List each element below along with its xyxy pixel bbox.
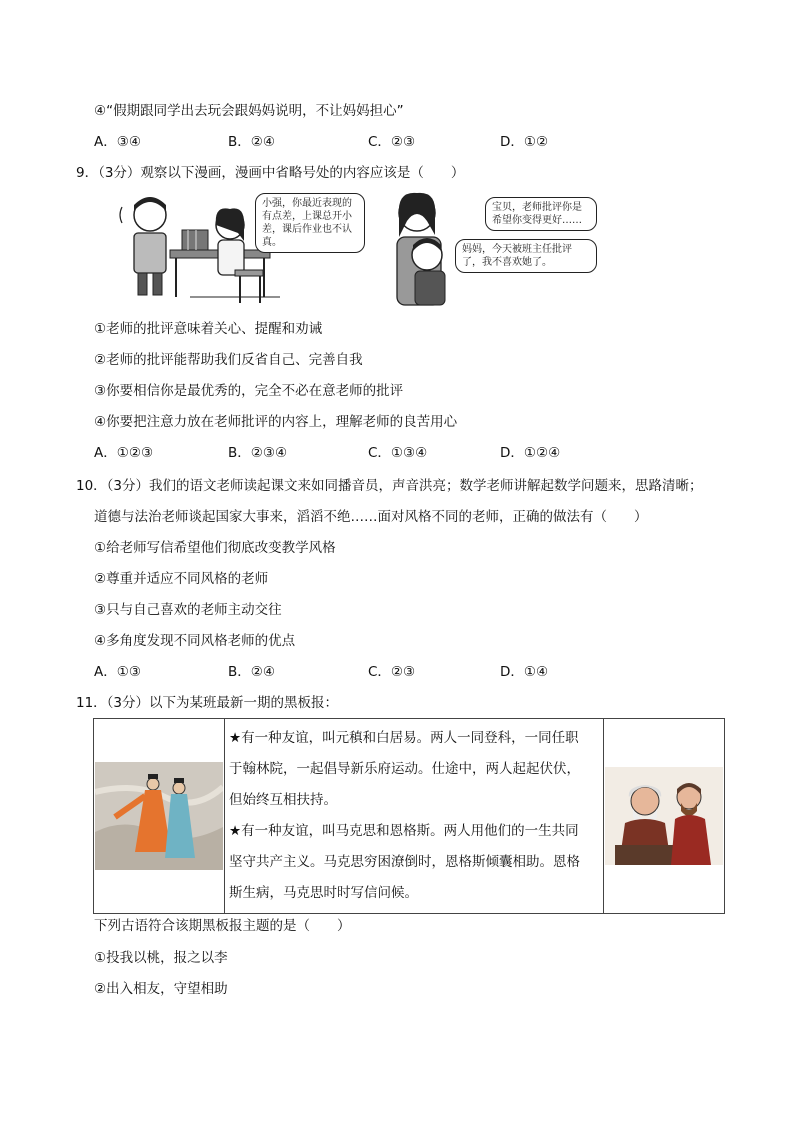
q8-option-a[interactable]: A．③④ [94, 134, 141, 150]
q11-item-1: ①投我以桃，报之以李 [94, 950, 228, 966]
q10-option-c[interactable]: C．②③ [368, 664, 416, 680]
q9-option-c[interactable]: C．①③④ [368, 445, 428, 461]
marx-engels-illustration [605, 767, 723, 865]
q9-option-b[interactable]: B．②③④ [228, 445, 288, 461]
blackboard-table [93, 718, 725, 914]
board-right-image-cell [604, 719, 725, 914]
board-line: 坚守共产主义。马克思穷困潦倒时，恩格斯倾囊相助。恩格 [229, 854, 580, 870]
q9-item-2: ②老师的批评能帮助我们反省自己、完善自我 [94, 352, 363, 368]
q10-item-4: ④多角度发现不同风格老师的优点 [94, 633, 296, 649]
q10-item-2: ②尊重并适应不同风格的老师 [94, 571, 269, 587]
comic-panel-classroom [110, 185, 370, 310]
q10-item-3: ③只与自己喜欢的老师主动交往 [94, 602, 282, 618]
q8-options [94, 132, 714, 152]
q10-options [94, 662, 714, 682]
q8-option-b[interactable]: B．②④ [228, 134, 275, 150]
board-line: 但始终互相扶持。 [229, 792, 337, 808]
q10-option-b[interactable]: B．②④ [228, 664, 275, 680]
q10-option-a[interactable]: A．①③ [94, 664, 141, 680]
board-line: 于翰林院，一起倡导新乐府运动。仕途中，两人起起伏伏， [229, 761, 580, 777]
q9-option-d[interactable]: D．①②④ [500, 445, 561, 461]
child-speech-bubble: 妈妈，今天被班主任批评了，我不喜欢她了。 [455, 239, 597, 273]
board-left-image-cell [94, 719, 225, 914]
q10-stem-line-1: 10．（3分）我们的语文老师读起课文来如同播音员，声音洪亮；数学老师讲解起数学问题来，思路清晰； [76, 478, 703, 494]
q9-item-3: ③你要相信你是最优秀的，完全不必在意老师的批评 [94, 383, 404, 399]
q8-option-d[interactable]: D．①② [500, 134, 549, 150]
q9-options [94, 443, 714, 463]
q10-stem-line-2: 道德与法治老师谈起国家大事来，滔滔不绝……面对风格不同的老师，正确的做法有（ ） [94, 509, 648, 525]
q9-option-a[interactable]: A．①②③ [94, 445, 154, 461]
board-text-cell [225, 719, 604, 914]
mother-speech-bubble: 宝贝，老师批评你是希望你变得更好…… [485, 197, 597, 231]
board-line: ★有一种友谊，叫马克思和恩格斯。两人用他们的一生共同 [229, 823, 579, 839]
q11-question: 下列古语符合该期黑板报主题的是（ ） [94, 918, 351, 934]
board-line: ★有一种友谊，叫元稹和白居易。两人一同登科，一同任职 [229, 730, 579, 746]
q9-item-1: ①老师的批评意味着关心、提醒和劝诫 [94, 321, 323, 337]
teacher-speech-bubble: 小强，你最近表现的有点差，上课总开小差，课后作业也不认真。 [255, 193, 365, 253]
q8-option-c[interactable]: C．②③ [368, 134, 416, 150]
comic-panel-home [385, 185, 600, 310]
q10-item-1: ①给老师写信希望他们彻底改变教学风格 [94, 540, 336, 556]
q10-option-d[interactable]: D．①④ [500, 664, 549, 680]
ancient-poets-illustration [95, 762, 223, 870]
q9-item-4: ④你要把注意力放在老师批评的内容上，理解老师的良苦用心 [94, 414, 458, 430]
q9-stem: 9．（3分）观察以下漫画，漫画中省略号处的内容应该是（ ） [76, 165, 465, 181]
q11-item-2: ②出入相友，守望相助 [94, 981, 228, 997]
board-line: 斯生病，马克思时时写信问候。 [229, 885, 418, 901]
q11-stem: 11．（3分）以下为某班最新一期的黑板报： [76, 695, 339, 711]
q8-item-4: ④“假期跟同学出去玩会跟妈妈说明，不让妈妈担心” [94, 103, 404, 119]
